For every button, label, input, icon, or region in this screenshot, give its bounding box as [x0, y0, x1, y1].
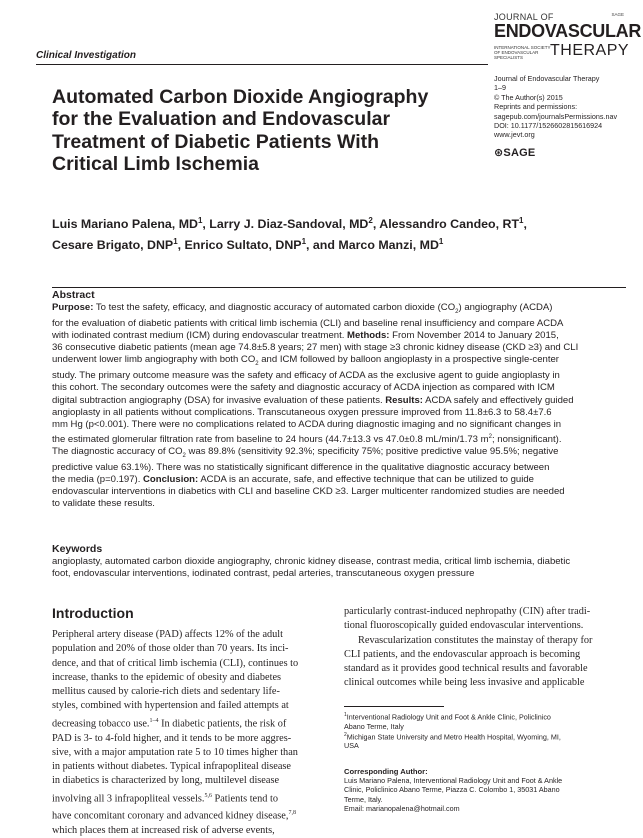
author-affil: 2: [368, 216, 373, 225]
abstract-line: this cohort. The secondary outcomes were the safety and diagnostic accuracy of ACDA injection as compared with ICM: [52, 382, 555, 394]
author-affil: 1: [197, 216, 203, 225]
body-line: Revascularization constitutes the mainstay of therapy for: [358, 634, 593, 646]
abstract-text: ACDA safely and effectively guided: [422, 394, 574, 406]
affiliation-line: [344, 731, 629, 742]
corresponding-author: [344, 767, 629, 813]
meta-reprints-link[interactable]: sagepub.com/journalsPermissions.nav: [494, 111, 618, 121]
abstract-rule: [52, 287, 626, 288]
author-line: [52, 233, 612, 254]
author-name: Luis Mariano Palena, MD: [52, 217, 198, 232]
abstract-line: [52, 446, 626, 462]
keywords-line: angioplasty, automated carbon dioxide angiography, chronic kidney disease, contrast media, critical limb ischemia, diabetic: [52, 556, 571, 568]
affil-number: 1: [344, 712, 347, 718]
footnote-rule: [344, 706, 444, 707]
abstract: [52, 289, 626, 510]
abstract-line: for the evaluation of diabetic patients with critical limb ischemia (CLI) and baseline renal insufficiency and compare ACDA: [52, 318, 564, 330]
abstract-line: [52, 330, 626, 342]
subscript: 2: [182, 453, 186, 460]
abstract-text: The diagnostic accuracy of CO: [52, 446, 183, 458]
meta-site-link[interactable]: www.jevt.org: [494, 130, 535, 140]
methods-label: Methods:: [347, 330, 390, 342]
body-line: standard as it provides good technical results and favorable: [344, 663, 588, 675]
abstract-text: To test the safety, efficacy, and diagnostic accuracy of automated carbon dioxide (CO: [93, 302, 456, 314]
abstract-text: was 89.8% (sensitivity 92.3%; specificity 75%; positive predictive value 95.5%; negative: [185, 446, 559, 458]
body-text: In diabetic patients, the risk of: [158, 718, 287, 730]
affiliation-line: USA: [344, 741, 359, 751]
affiliation-line: Abano Terme, Italy: [344, 721, 404, 731]
results-label: Results:: [385, 394, 423, 406]
body-line: tional fluoroscopically guided endovascular interventions.: [344, 620, 584, 632]
abstract-line: predictive value 63.1%). There was no statistically significant difference in the qualitative diagnostic accuracy between: [52, 462, 550, 474]
abstract-line: [52, 431, 626, 446]
body-text: Patients tend to: [211, 793, 279, 805]
author-name: , Larry J. Diaz-Sandoval, MD: [202, 217, 369, 232]
abstract-line: [52, 354, 626, 370]
abstract-text: with iodinated contrast medium (ICM) during endovascular treatment.: [52, 330, 345, 342]
abstract-line: angioplasty in all patients without complications. Transcutaneous oxygen pressure improved from 11.8±6.3 to 58.4±7.6: [52, 406, 552, 418]
abstract-line: mm Hg (p<0.001). There were no complications related to ACDA during diagnostic imaging and no significant changes in: [52, 418, 562, 430]
meta-copyright: © The Author(s) 2015: [494, 92, 563, 102]
corr-line: Terme, Italy.: [344, 794, 383, 804]
abstract-text: underwent lower limb angiography with both CO: [52, 354, 256, 366]
author-name: Cesare Brigato, DNP: [52, 238, 174, 253]
conclusion-label: Conclusion:: [143, 474, 199, 486]
keywords: [52, 543, 626, 580]
meta-journal: Journal of Endovascular Therapy: [494, 74, 600, 83]
body-line: in patients without diabetes. Typical infrapopliteal disease: [52, 761, 292, 773]
body-line: Peripheral artery disease (PAD) affects 12% of the adult: [52, 629, 284, 640]
body-line: dence, and that of critical limb ischemia (CLI), continues to: [52, 657, 299, 669]
journal-logo: [494, 12, 642, 72]
title-line: Treatment of Diabetic Patients With: [52, 130, 380, 153]
author-affil: 1: [438, 237, 444, 247]
affiliation-line: [344, 711, 629, 722]
body-text: decreasing tobacco use.: [52, 718, 150, 730]
title-line: Critical Limb Ischemia: [52, 153, 259, 176]
introduction-heading: Introduction: [52, 605, 134, 621]
abstract-text: From November 2014 to January 2015,: [389, 330, 559, 342]
subscript: 2: [455, 309, 459, 315]
title-line: Automated Carbon Dioxide Angiography: [52, 86, 429, 108]
body-text: have concomitant coronary and advanced kidney disease,: [52, 810, 289, 822]
author-name: , Enrico Sultato, DNP: [177, 238, 302, 253]
body-line: increase, thanks to the epidemic of obesity and diabetes: [52, 671, 282, 683]
body-line: [52, 714, 327, 732]
body-line: clinical outcomes while being less invasive and applicable: [344, 677, 585, 689]
author-line: [52, 212, 612, 233]
abstract-text: ) angiography (ACDA): [458, 302, 553, 314]
abstract-line: 36 consecutive diabetic patients (mean age 74.8±5.8 years; 27 men) with stage ≥3 chronic kidney disease (CKD ≥3) and CLI: [52, 342, 579, 354]
corr-line: Luis Mariano Palena, Interventional Radiology Unit and Foot & Ankle: [344, 776, 563, 786]
title-line: for the Evaluation and Endovascular: [52, 108, 391, 131]
abstract-text: digital subtraction angiography (DSA) for invasive evaluation of these patients.: [52, 394, 383, 406]
body-line: population and 20% of those older than 70 years. Its inci-: [52, 643, 289, 655]
body-column-right: [344, 605, 629, 691]
abstract-line: endovascular interventions in diabetics with CLI and baseline CKD ≥3. Larger multicenter randomized studies are needed: [52, 486, 565, 498]
section-label: Clinical Investigation: [36, 50, 137, 61]
author-name: , and Marco Manzi, MD: [306, 238, 439, 253]
article-title: [52, 86, 472, 176]
affiliations: [344, 711, 629, 751]
author-list: [52, 212, 612, 254]
abstract-text: ACDA is an accurate, safe, and effective technique that can be utilized to guide: [198, 474, 534, 486]
citation: 1–4: [149, 717, 159, 724]
author-separator: ,: [523, 217, 527, 232]
keywords-heading: Keywords: [52, 543, 103, 555]
abstract-line: [52, 474, 626, 486]
purpose-label: Purpose:: [52, 302, 94, 314]
abstract-text: ; nonsignificant).: [491, 434, 562, 446]
abstract-heading: Abstract: [52, 289, 95, 301]
author-name: , Alessandro Candeo, RT: [372, 217, 520, 232]
affil-text: Interventional Radiology Unit and Foot & Ankle Clinic, Policlinico: [346, 712, 551, 722]
affil-text: Michigan State University and Metro Health Hospital, Wyoming, MI,: [346, 732, 561, 742]
abstract-line: [52, 302, 626, 318]
corr-line: Clinic, Policlinico Abano Terme, Piazza C. Colombo 1, 35031 Abano: [344, 785, 560, 795]
journal-logo-society: INTERNATIONAL SOCIETY OF ENDOVASCULAR SPECIALISTS: [494, 45, 551, 60]
keywords-line: foot, endovascular interventions, iodinated contrast, pedal arteries, transcutaneous oxygen pressure: [52, 568, 475, 580]
body-line: which places them at increased risk of adverse events,: [52, 825, 275, 837]
body-line: particularly contrast-induced nephropathy (CIN) after tradi-: [344, 606, 591, 617]
body-text: involving all 3 infrapopliteal vessels.: [52, 793, 205, 805]
meta-pages: 1–9: [494, 83, 506, 93]
journal-logo-main-text: ENDOVASCULAR: [494, 21, 642, 41]
citation: 5,6: [204, 792, 212, 799]
author-affil: 1: [173, 237, 178, 247]
body-line: styles, combined with hypertension and failed attempts at: [52, 700, 289, 712]
sage-logo-icon: ⊛: [494, 147, 504, 159]
abstract-line: to validate these results.: [52, 498, 155, 510]
abstract-line: [52, 395, 626, 407]
body-column-left: [52, 628, 327, 838]
meta-doi[interactable]: DOI: 10.1177/1526602815616924: [494, 121, 603, 131]
citation: 7,8: [288, 810, 296, 817]
journal-logo-small-text: JOURNAL OF: [494, 12, 554, 22]
sage-logo-text: SAGE: [503, 147, 536, 159]
body-line: mellitus caused by calorie-rich diets and sedentary life-: [52, 686, 280, 698]
corr-email[interactable]: Email: marianopalena@hotmail.com: [344, 803, 460, 813]
body-line: CLI patients, and the endovascular approach is becoming: [344, 648, 581, 660]
abstract-text: the media (p=0.197).: [52, 474, 141, 486]
affil-number: 2: [344, 731, 347, 738]
abstract-text: the estimated glomerular filtration rate from baseline to 24 hours (44.7±13.3 vs 47.0±0.8 mL/min/1.73 m: [52, 434, 489, 446]
corresponding-author-heading: Corresponding Author:: [344, 767, 428, 776]
journal-logo-sub-text: THERAPY: [550, 42, 630, 59]
superscript: 2: [488, 433, 492, 440]
author-affil: 1: [301, 237, 307, 247]
meta-reprints: Reprints and permissions:: [494, 102, 578, 112]
subscript: 2: [255, 361, 259, 368]
article-meta: [494, 74, 629, 140]
body-line: [52, 789, 327, 807]
journal-logo-publisher-tag: SAGE: [611, 12, 624, 17]
header-rule: [36, 64, 488, 65]
author-affil: 1: [519, 216, 524, 225]
body-line: in diabetics is characterized by long, multilevel disease: [52, 775, 280, 787]
abstract-line: study. The primary outcome measure was the safety and efficacy of ACDA as the exclusive agent to guide angioplasty in: [52, 370, 560, 382]
body-line: [52, 806, 327, 824]
abstract-text: and ICM followed by balloon angioplasty in a prospective single-center: [258, 354, 559, 366]
body-line: sive, with a major amputation rate 5 to 10 times higher than: [52, 746, 298, 758]
sage-logo: [494, 146, 535, 159]
body-line: PAD is 3- to 4-fold higher, and it tends to be more aggres-: [52, 732, 292, 744]
